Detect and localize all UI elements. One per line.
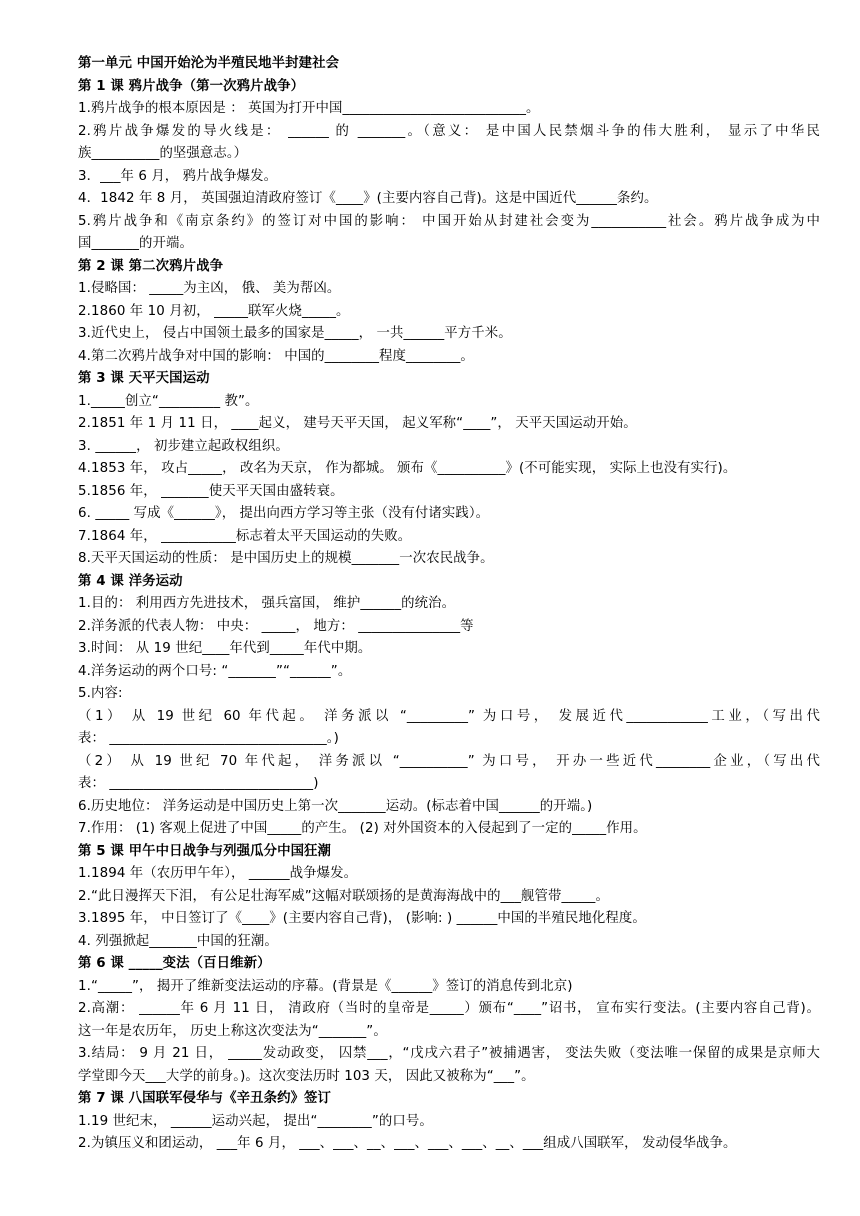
text-line: 4.1853 年， 攻占_____， 改名为天京， 作为都城。 颁布《__________》(不可能实现， 实际上也没有实行)。 xyxy=(78,461,737,476)
text-line: 6. _____ 写成《______》， 提出向西方学习等主张（没有付诸实践）。 xyxy=(78,506,490,521)
text-line: 2.为镇压义和团运动， ___年 6 月， ___、___、__、___、___、___、__、___组成八国联军， 发动侵华战争。 xyxy=(78,1136,737,1151)
text-line: 族__________的坚强意志。） xyxy=(78,146,248,161)
text-line: 2.1851 年 1 月 11 日， ____起义， 建号天平天国， 起义军称“____”， 天平天国运动开始。 xyxy=(78,416,637,431)
text-line: （1） 从 19 世纪 60 年代起。 洋务派以 “_________” 为口号， 发展近代____________工业，（写出代 xyxy=(78,708,820,724)
text-line: 2.1860 年 10 月初， _____联军火烧_____。 xyxy=(78,303,350,319)
text-line: 3．___年 6 月， 鸦片战争爆发。 xyxy=(78,168,278,184)
section-heading: 第 6 课 _____变法（百日维新） xyxy=(78,956,271,971)
text-line: 这一年是农历年， 历史上称这次变法为“_______”。 xyxy=(78,1023,387,1039)
text-line: 5.鸦片战争和《南京条约》的签订对中国的影响： 中国开始从封建社会变为___________社会。鸦片战争成为中 xyxy=(78,213,820,229)
text-line: 5.内容: xyxy=(78,686,123,701)
text-line: 4. 列强掀起_______中国的狂潮。 xyxy=(78,933,278,949)
text-line: 1.目的： 利用西方先进技术， 强兵富国， 维护______的统治。 xyxy=(78,596,456,611)
text-line: 4.洋务运动的两个口号: “_______”“______”。 xyxy=(78,663,352,679)
text-line: 4.第二次鸦片战争对中国的影响： 中国的________程度________。 xyxy=(78,348,474,364)
text-line: 2.洋务派的代表人物： 中央： _____， 地方： _______________等 xyxy=(78,618,474,634)
text-line: （2） 从 19 世纪 70 年代起， 洋务派以 “__________” 为口号， 开办一些近代________企业，（写出代 xyxy=(78,753,820,769)
section-heading: 第 4 课 洋务运动 xyxy=(78,573,183,589)
text-line: 3.时间： 从 19 世纪____年代到_____年代中期。 xyxy=(78,641,372,656)
section-heading: 第 3 课 天平天国运动 xyxy=(78,371,210,386)
text-line: 3. ______， 初步建立起政权组织。 xyxy=(78,438,289,454)
section-heading: 第 7 课 八国联军侵华与《辛丑条约》签订 xyxy=(78,1091,332,1106)
section-heading: 第 1 课 鸦片战争（第一次鸦片战争） xyxy=(78,78,305,94)
text-line: 1.侵略国： _____为主凶， 俄、 美为帮凶。 xyxy=(78,281,341,296)
text-line: 2.“此日漫挥天下泪， 有公足壮海军威”这幅对联颂扬的是黄海海战中的___舰管带_____。 xyxy=(78,888,609,904)
text-line: 1.1894 年（农历甲午年）， ______战争爆发。 xyxy=(78,866,358,881)
text-line: 3.近代史上， 侵占中国领土最多的国家是_____， 一共______平方千米。 xyxy=(78,326,512,341)
section-heading: 第 5 课 甲午中日战争与列强瓜分中国狂潮 xyxy=(78,843,332,859)
text-line: 7.作用： (1) 客观上促进了中国_____的产生。 (2) 对外国资本的入侵起到了一定的_____作用。 xyxy=(78,821,647,836)
text-line: 3.结局： 9 月 21 日， _____发动政变， 囚禁___，“戊戌六君子”被捕遇害， 变法失败（变法唯一保留的成果是京师大 xyxy=(78,1046,820,1061)
text-line: 6.历史地位： 洋务运动是中国历史上第一次_______运动。(标志着中国______的开端。) xyxy=(78,798,593,814)
text-line: 8.天平天国运动的性质： 是中国历史上的规模_______一次农民战争。 xyxy=(78,551,494,566)
text-line: 国_______的开端。 xyxy=(78,236,194,251)
section-heading: 第 2 课 第二次鸦片战争 xyxy=(78,258,224,274)
text-line: 5.1856 年， _______使天平天国由盛转衰。 xyxy=(78,483,344,499)
text-line: 1.19 世纪末， ______运动兴起， 提出“________”的口号。 xyxy=(78,1113,433,1129)
text-line: 2.鸦片战争爆发的导火线是： ______ 的 _______。（意义： 是中国人民禁烟斗争的伟大胜利， 显示了中华民 xyxy=(78,123,820,139)
text-line: 4．1842 年 8 月， 英国强迫清政府签订《____》(主要内容自己背)。这是中国近代______条约。 xyxy=(78,191,658,206)
text-line: 学堂即今天___大学的前身。)。这次变法历时 103 天， 因此又被称为“___”。 xyxy=(78,1068,535,1084)
text-line: 表： ________________________________。) xyxy=(78,731,339,746)
section-heading: 第一单元 中国开始沦为半殖民地半封建社会 xyxy=(78,56,340,71)
text-line: 2.高潮： ______年 6 月 11 日， 清政府（当时的皇帝是_____）颁布“____”诏书， 宣布实行变法。(主要内容自己背)。 xyxy=(78,1001,820,1016)
text-line: 7.1864 年， ___________标志着太平天国运动的失败。 xyxy=(78,528,412,544)
text-line: 1.“_____”， 揭开了维新变法运动的序幕。(背景是《______》签订的消息传到北京) xyxy=(78,978,573,994)
text-line: 1._____创立“_________ 教”。 xyxy=(78,393,259,409)
text-line: 1.鸦片战争的根本原因是 ： 英国为打开中国___________________________。 xyxy=(78,101,540,116)
text-line: 3.1895 年， 中日签订了《____》(主要内容自己背)， (影响: ) ______中国的半殖民地化程度。 xyxy=(78,911,646,926)
text-line: 表： ______________________________) xyxy=(78,776,319,791)
